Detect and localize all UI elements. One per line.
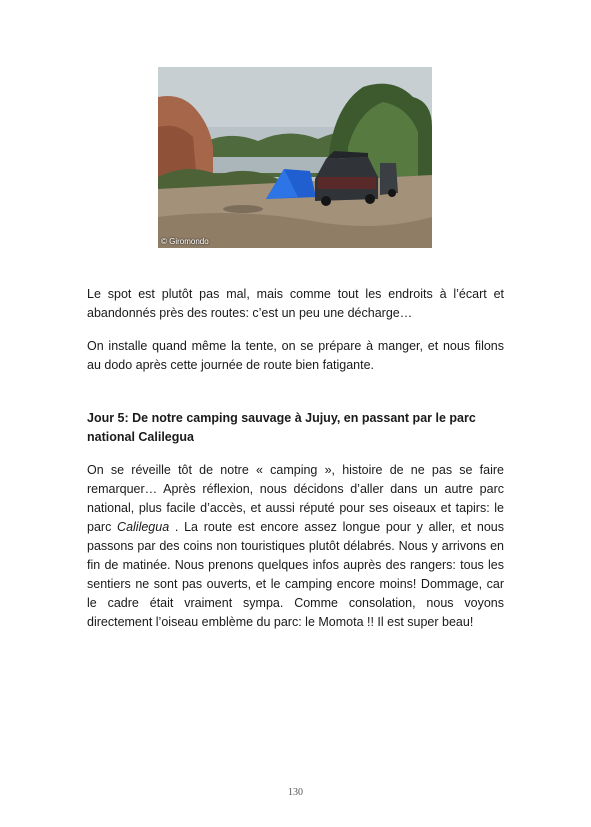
paragraph-spot: Le spot est plutôt pas mal, mais comme tout les endroits à l’écart et abandonnés près des routes: c’est un peu une décharge…	[87, 287, 504, 320]
paragraph-day-5	[87, 461, 504, 632]
page-number: 130	[288, 787, 303, 798]
paragraph-day-5-end: . La route est encore assez longue pour y aller, et nous passons par des coins non touristiques plutôt délabrés. Nous y arrivons en fin de matinée. Nous prenons quelques infos auprès des rangers: tous les sentiers ne sont pas ouverts, et le camping encore moins! Dommage, car le cadre était vraiment sympa. Comme consolation, nous voyons directement l’oiseau emblème du parc: le Momota !! Il est super beau!	[87, 520, 504, 629]
campsite-photo-drawing	[158, 67, 432, 248]
campsite-photo	[158, 67, 432, 248]
park-name: Calilegua	[117, 520, 170, 534]
day-5-heading: Jour 5: De notre camping sauvage à Jujuy, en passant par le parc national Calilegua	[87, 411, 476, 444]
photo-watermark: © Giromondo	[161, 237, 209, 246]
paragraph-day-5-start: On se réveille tôt de notre « camping », histoire de ne pas se faire remarquer… Après réflexion, nous décidons d’aller dans un autre parc national, plus facile d’accès, et aussi réputé pour ses oiseaux et tapirs: le parc	[87, 463, 504, 534]
paragraph-tent: On installe quand même la tente, on se prépare à manger, et nous filons au dodo après cette journée de route bien fatigante.	[87, 339, 504, 372]
